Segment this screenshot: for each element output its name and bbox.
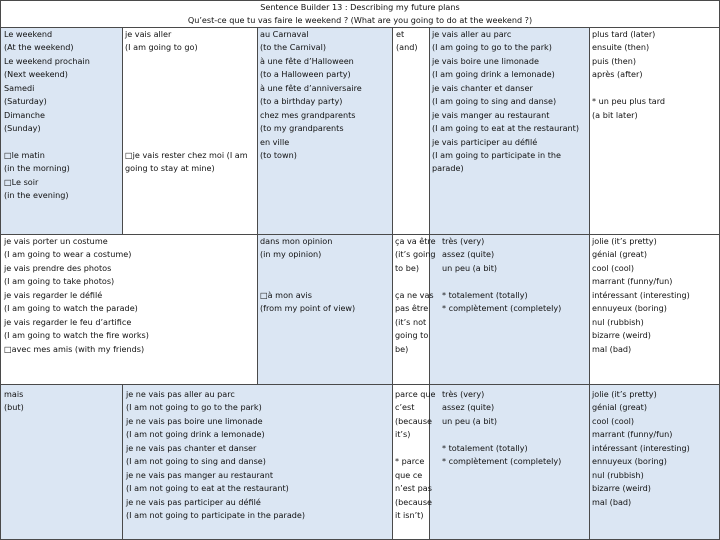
because-list (395, 388, 436, 522)
text-line: □je vais rester chez moi (I am (125, 149, 248, 160)
text-line: n’est pas (395, 483, 432, 494)
text-line: plus tard (later) (592, 29, 656, 39)
text-line: un peu (a bit) (442, 262, 498, 273)
text-line: (I am not going to sing and danse) (126, 456, 266, 467)
text-line: (I am not going to eat at the restaurant) (126, 483, 289, 494)
text-line: (in the evening) (4, 190, 69, 201)
text-line: (a bit later) (592, 109, 638, 120)
text-line: mal (bad) (592, 343, 632, 354)
text-line: (and) (396, 42, 418, 53)
text-line (125, 55, 248, 68)
text-line (260, 275, 355, 288)
text-line: (I am going to eat at the restaurant) (432, 123, 580, 134)
text-line (125, 136, 248, 149)
text-line: it’s) (395, 429, 411, 440)
text-line: marrant (funny/fun) (592, 276, 673, 287)
opinion-verb-list (395, 235, 436, 356)
text-line (125, 109, 248, 122)
text-line: (because (395, 415, 433, 426)
text-line: je vais manger au restaurant (432, 109, 550, 120)
text-line: cool (cool) (592, 262, 635, 273)
cell-connective-and (392, 27, 429, 234)
page-title: Sentence Builder 13 : Describing my future plans (260, 2, 460, 12)
grid-line (392, 27, 393, 540)
text-line: en ville (260, 136, 290, 147)
text-line: ça ne vas (395, 289, 434, 300)
text-line (442, 428, 561, 441)
text-line: (to town) (260, 149, 297, 160)
text-line (592, 82, 665, 95)
text-line: (I am going to watch the parade) (4, 303, 138, 314)
text-line (395, 442, 436, 455)
text-line: (I am going drink a lemonade) (432, 69, 555, 80)
text-line: assez (quite) (442, 402, 495, 413)
text-line: (I am going to wear a costume) (4, 249, 132, 260)
grid-line (122, 27, 123, 234)
text-line: (because (395, 496, 433, 507)
text-line: puis (then) (592, 55, 637, 66)
text-line: (from my point of view) (260, 303, 356, 314)
intensifiers-list (442, 235, 561, 316)
text-line: à une fête d’Halloween (260, 55, 354, 66)
text-line: * parce (395, 456, 425, 467)
text-line (4, 136, 90, 149)
text-line: génial (great) (592, 402, 647, 413)
text-line: après (after) (592, 69, 643, 80)
text-line: je ne vais pas aller au parc (126, 389, 235, 399)
text-line: jolie (it’s pretty) (592, 236, 657, 246)
text-line: au Carnaval (260, 29, 309, 39)
text-line: * un peu plus tard (592, 96, 666, 107)
text-line (395, 275, 436, 288)
text-line: (I am going to sing and danse) (432, 96, 557, 107)
text-line: intéressant (interesting) (592, 442, 690, 453)
grid-line (122, 384, 123, 540)
text-line: je vais aller au parc (432, 29, 512, 39)
text-line: * totalement (totally) (442, 442, 528, 453)
text-line: parade) (432, 163, 464, 174)
text-line: (I am going to go to the park) (432, 42, 552, 53)
text-line: (to a birthday party) (260, 96, 343, 107)
text-line: (I am not going to participate in the parade) (126, 509, 306, 520)
text-line: (it’s not (395, 316, 427, 327)
text-line: (I am not going drink a lemonade) (126, 429, 265, 440)
text-line: * complètement (completely) (442, 303, 562, 314)
but-list (4, 388, 24, 415)
text-line: (I am not going to go to the park) (126, 402, 262, 413)
grid-line (589, 27, 590, 540)
text-line: nul (rubbish) (592, 316, 644, 327)
text-line: to be) (395, 262, 419, 273)
text-line: (I am going to watch the fire works) (4, 330, 149, 341)
text-line: jolie (it’s pretty) (592, 389, 657, 399)
text-line: (At the weekend) (4, 42, 74, 53)
text-line: going to (395, 330, 429, 341)
text-line: génial (great) (592, 249, 647, 260)
text-line: dans mon opinion (260, 236, 333, 246)
text-line: très (very) (442, 389, 485, 399)
text-line: it isn’t) (395, 509, 424, 520)
text-line: (to a Halloween party) (260, 69, 351, 80)
text-line: ça va être (395, 236, 436, 246)
text-line: (Saturday) (4, 96, 47, 107)
text-line: (Next weekend) (4, 69, 68, 80)
grid-line (0, 0, 720, 1)
adjectives-list-2 (592, 388, 690, 509)
text-line (260, 262, 355, 275)
text-line: (I am going to go) (125, 42, 198, 53)
text-line: mais (4, 389, 24, 399)
text-line: mal (bad) (592, 496, 632, 507)
text-line: ennuyeux (boring) (592, 303, 667, 314)
other-plans-list (4, 235, 149, 356)
text-line: (to the Carnival) (260, 42, 327, 53)
page-question: Qu’est-ce que tu vas faire le weekend ? (What are you going to do at the weekend ?) (187, 15, 533, 25)
text-line: bizarre (weird) (592, 483, 651, 494)
text-line: cool (cool) (592, 415, 635, 426)
text-line: je vais chanter et danser (432, 82, 533, 93)
text-line: je vais aller (125, 29, 172, 39)
negatives-list (126, 388, 305, 522)
text-line: (Sunday) (4, 123, 41, 134)
text-line (125, 95, 248, 108)
text-line: que ce (395, 469, 423, 480)
text-line: assez (quite) (442, 249, 495, 260)
text-line: à une fête d’anniversaire (260, 82, 362, 93)
text-line: bizarre (weird) (592, 330, 651, 341)
text-line: * totalement (totally) (442, 289, 528, 300)
text-line (125, 122, 248, 135)
text-line: □le matin (4, 149, 45, 160)
intensifiers-list-2 (442, 388, 561, 469)
text-line: (in the morning) (4, 163, 70, 174)
adjectives-list (592, 235, 690, 356)
text-line: je vais prendre des photos (4, 262, 112, 273)
text-line: c’est (395, 402, 415, 413)
text-line: je ne vais pas boire une limonade (126, 415, 263, 426)
text-line: je vais regarder le défilé (4, 289, 103, 300)
text-line: (but) (4, 402, 24, 413)
text-line: □avec mes amis (with my friends) (4, 343, 145, 354)
verb-phrases-list (125, 28, 248, 176)
text-line: et (396, 29, 405, 39)
text-line: chez mes grandparents (260, 109, 356, 120)
opinion-list (260, 235, 355, 316)
text-line (125, 82, 248, 95)
text-line: je vais participer au défilé (432, 136, 538, 147)
grid-line (0, 384, 720, 385)
text-line: je ne vais pas chanter et danser (126, 442, 257, 453)
text-line: * complètement (completely) (442, 456, 562, 467)
text-line: Le weekend prochain (4, 55, 90, 66)
events-list (260, 28, 362, 162)
text-line: going to stay at mine) (125, 163, 215, 174)
time-phrases-list (4, 28, 90, 203)
text-line: ennuyeux (boring) (592, 456, 667, 467)
text-line: je ne vais pas participer au défilé (126, 496, 261, 507)
grid-line (257, 27, 258, 384)
text-line: Le weekend (4, 29, 53, 39)
text-line: □à mon avis (260, 289, 312, 300)
text-line: je ne vais pas manger au restaurant (126, 469, 274, 480)
activities-list (432, 28, 579, 176)
text-line: ensuite (then) (592, 42, 650, 53)
text-line: nul (rubbish) (592, 469, 644, 480)
text-line: (it’s going (395, 249, 436, 260)
grid-line (0, 0, 1, 540)
sequencers-list (592, 28, 665, 122)
text-line: □Le soir (4, 176, 39, 187)
text-line: marrant (funny/fun) (592, 429, 673, 440)
text-line: intéressant (interesting) (592, 289, 690, 300)
text-line: (I am going to take photos) (4, 276, 115, 287)
text-line: je vais regarder le feu d’artifice (4, 316, 132, 327)
text-line: je vais boire une limonade (432, 55, 539, 66)
text-line: je vais porter un costume (4, 236, 108, 246)
text-line: (in my opinion) (260, 249, 322, 260)
text-line: Samedi (4, 82, 35, 93)
text-line: un peu (a bit) (442, 415, 498, 426)
text-line: (I am going to participate in the (432, 149, 562, 160)
text-line: be) (395, 343, 409, 354)
connective-and (396, 28, 418, 55)
text-line: pas être (395, 303, 429, 314)
text-line: très (very) (442, 236, 485, 246)
text-line (442, 275, 561, 288)
text-line: parce que (395, 389, 436, 399)
text-line (125, 68, 248, 81)
text-line: (to my grandparents (260, 123, 344, 134)
text-line: Dimanche (4, 109, 46, 120)
